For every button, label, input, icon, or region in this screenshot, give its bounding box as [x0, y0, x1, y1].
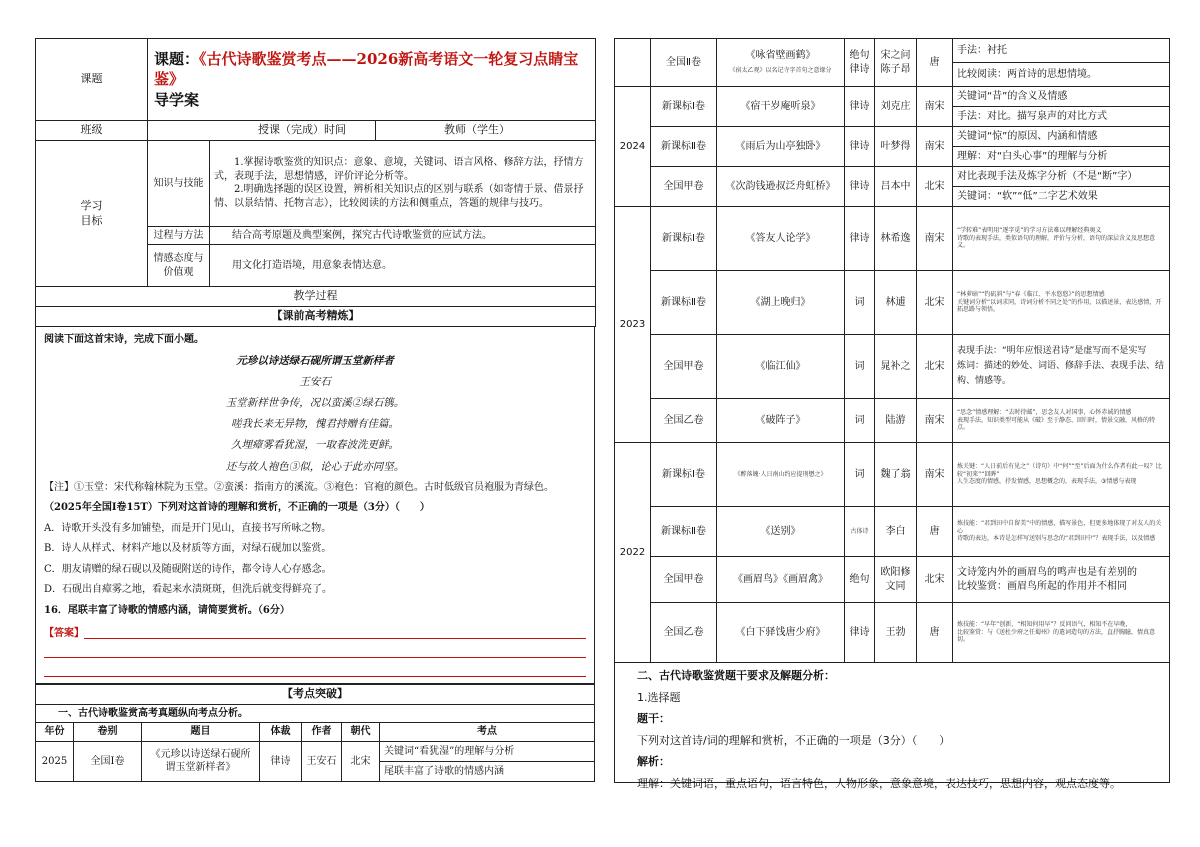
- time-label: 授课（完成）时间: [148, 121, 376, 141]
- option-c: C．朋友请赠的绿石砚以及随砚附送的诗作，都令诗人心存感念。: [44, 563, 332, 575]
- row-dynasty: 北宋: [342, 741, 380, 781]
- year-2024: 2024: [615, 87, 651, 207]
- row-paper: 全国甲卷: [651, 557, 717, 603]
- row-genre: 律诗: [260, 741, 302, 781]
- row-author: 刘克庄: [875, 87, 917, 127]
- section2-box: [614, 663, 1170, 790]
- row-dynasty: 南宋: [917, 207, 953, 271]
- row-paper: 全国乙卷: [651, 603, 717, 663]
- breakthrough-heading: 【考点突破】: [36, 685, 595, 705]
- row-genre: 律诗: [845, 603, 875, 663]
- row-author: 陆游: [875, 399, 917, 443]
- question-16: 16．尾联丰富了诗歌的情感内涵，请简要赏析。（6分）: [44, 604, 290, 616]
- row-point: 手法：衬托: [953, 39, 1170, 63]
- objectives-label: 学习目标: [36, 140, 148, 287]
- row-author: 叶梦得: [875, 127, 917, 167]
- pre-class-content: [35, 327, 595, 684]
- row-genre: 词: [845, 271, 875, 335]
- col-dynasty: 朝代: [342, 723, 380, 742]
- row-title: 《元珍以诗送绿石砚所谓玉堂新样者》: [142, 741, 260, 781]
- row-author: 王安石: [302, 741, 342, 781]
- row-paper: 全国Ⅰ卷: [74, 741, 142, 781]
- class-label: 班级: [36, 121, 148, 141]
- row-points: 文诗笼内外的画眉鸟的鸣声也是有差别的 比较鉴赏：画眉鸟所起的作用并不相同: [953, 557, 1170, 603]
- poem-title: 元珍以诗送绿石砚所谓玉堂新样者: [236, 354, 394, 367]
- knowledge-text: 1.掌握诗歌鉴赏的知识点：意象、意境，关键词、语言风格、修辞方法，抒情方式，表现手法，思想情感，评价评论分析等。 2.明确选择题的误区设置，辨析相关知识点的区别与联系（如寄情于景、借景抒情、以景结情、托物言志），比较阅读的方法和侧重点，答题的规律与技巧。: [210, 140, 596, 226]
- row-dynasty: 南宋: [917, 87, 953, 127]
- row-author: 魏了翁: [875, 443, 917, 507]
- row-author: 宋之问陈子昂: [875, 39, 917, 87]
- row-genre: 词: [845, 335, 875, 399]
- row-title: 《宿干岁庵听泉》: [717, 87, 845, 127]
- row-dynasty: 南宋: [917, 399, 953, 443]
- row-points: “林萝暗”“钓矶斜”与“春《临江、平水悠悠》”的思想情感 关键词分析“以词求同，诗词分析不同之处”的作用，以描述景，表达感情，开拓思路与领悟。: [953, 271, 1170, 335]
- teacher-label: 教师（学生）: [376, 121, 596, 141]
- row-author: 王勃: [875, 603, 917, 663]
- row-paper: 新课标Ⅱ卷: [651, 271, 717, 335]
- row-dynasty: 南宋: [917, 127, 953, 167]
- breakthrough-table: [35, 684, 595, 782]
- row-author: 林希逸: [875, 207, 917, 271]
- row-genre: 律诗: [845, 167, 875, 207]
- row-title: 《雨后为山亭独卧》: [717, 127, 845, 167]
- col-title: 题目: [142, 723, 260, 742]
- row-title: 《答友人论学》: [717, 207, 845, 271]
- row-title: 《破阵子》: [717, 399, 845, 443]
- lesson-prefix: 课题：: [154, 50, 200, 69]
- exam-analysis-table: [614, 38, 1170, 663]
- answer-row[interactable]: [44, 624, 586, 639]
- row-genre: 律诗: [845, 87, 875, 127]
- col-genre: 体裁: [260, 723, 302, 742]
- row-dynasty: 北宋: [917, 335, 953, 399]
- answer-line[interactable]: [84, 624, 586, 639]
- row-title: 《画眉鸟》《画眉禽》: [717, 557, 845, 603]
- row-dynasty: 北宋: [917, 557, 953, 603]
- row-point: 尾联丰富了诗歌的情感内涵: [380, 761, 595, 781]
- row-genre: 古体诗: [845, 507, 875, 557]
- answer-line[interactable]: [44, 639, 586, 658]
- row-title: 《湖上晚归》: [717, 271, 845, 335]
- stem-text: 下列对这首诗/词的理解和赏析，不正确的一项是（3分）（ ）: [637, 733, 951, 747]
- row-author: 吕本中: [875, 167, 917, 207]
- year-2022: 2022: [615, 443, 651, 663]
- row-title: 《次韵钱逊叔泛舟虹桥》: [717, 167, 845, 207]
- lesson-title-cell: [148, 39, 596, 121]
- poem-line: 还与故人袍色③似，论心于此亦同坚。: [225, 460, 405, 473]
- left-page: [35, 38, 595, 782]
- row-paper: 新课标Ⅰ卷: [651, 207, 717, 271]
- emotion-label: 情感态度与价值观: [148, 245, 210, 287]
- answer-label: 【答案】: [44, 628, 84, 640]
- row-paper: 全国甲卷: [651, 335, 717, 399]
- col-points: 考点: [380, 723, 595, 742]
- analysis-text: 理解：关键词语，重点语句，语言特色，人物形象，意象意境，表达技巧，思想内容，观点态度等。: [637, 776, 1121, 790]
- row-title: 《醉落魄·人日南山约应提刑懋之》: [717, 443, 845, 507]
- row-paper: 全国Ⅱ卷: [651, 39, 717, 87]
- row-paper: 新课标Ⅱ卷: [651, 507, 717, 557]
- poem-line: 久埋瘴雾看犹湿，一取春波洗更鲜。: [231, 439, 399, 452]
- row-genre: 律诗: [845, 127, 875, 167]
- row-genre: 绝句律诗: [845, 39, 875, 87]
- poem-line: 玉堂新样世争传，况以蛮溪②绿石镌。: [225, 396, 405, 409]
- row-point: 关键词“昔”的含义及情感: [953, 87, 1170, 107]
- row-dynasty: 北宋: [917, 271, 953, 335]
- row-paper: 全国甲卷: [651, 167, 717, 207]
- emotion-text: 用文化打造语境，用意象表情达意。: [210, 245, 596, 287]
- row-point: 比较阅读：两首诗的思想情境。: [953, 63, 1170, 87]
- row-paper: 新课标Ⅰ卷: [651, 87, 717, 127]
- col-paper: 卷别: [74, 723, 142, 742]
- row-genre: 绝句: [845, 557, 875, 603]
- row-points: “思念”情感理解：“去时待邮”，思念友人对国事，心怀赤诚的情感 表现手法，知识类型可能从《破》至于静态、回归时，情景交融，风格的特点。: [953, 399, 1170, 443]
- poem-author: 王安石: [299, 375, 331, 388]
- pre-class-instruction: 阅读下面这首宋诗，完成下面小题。: [44, 334, 204, 346]
- option-d: D．石砚出自瘴雾之地，看起来水渍斑斑，但洗后就变得鲜亮了。: [44, 584, 333, 596]
- row-genre: 词: [845, 399, 875, 443]
- row-points: 炼技能：“早年”创新，“相知何用早”？反问语气，相知不在早晚， 比较鉴赏：与《送杜少府之任蜀州》的遣词造句的方法，直抒胸臆，情真意切。: [953, 603, 1170, 663]
- row-title: 《咏省壁画鹤》 《宿太乙观》以名记寺字首句之意缘分: [717, 39, 845, 87]
- row-point: 手法：对比。描写泉声的对比方式: [953, 107, 1170, 127]
- teaching-process-title: 教学过程: [36, 287, 596, 307]
- col-author: 作者: [302, 723, 342, 742]
- row-dynasty: 南宋: [917, 443, 953, 507]
- lesson-suffix: 导学案: [154, 90, 200, 109]
- row-author: 林逋: [875, 271, 917, 335]
- knowledge-label: 知识与技能: [148, 140, 210, 226]
- option-a: A．诗歌开头没有多加铺垫，而是开门见山，直接书写所咏之物。: [44, 522, 332, 534]
- row-dynasty: 北宋: [917, 167, 953, 207]
- year-2023: 2023: [615, 207, 651, 443]
- section2-heading: 二、古代诗歌鉴赏题干要求及解题分析：: [637, 669, 835, 682]
- row-point: 关键词“看犹湿”的理解与分析: [380, 741, 595, 761]
- row-point: 关键词：“软”“低”二字艺术效果: [953, 187, 1170, 207]
- pre-class-heading: 【课前高考精炼】: [36, 307, 596, 327]
- row-dynasty: 唐: [917, 39, 953, 87]
- row-paper: 全国乙卷: [651, 399, 717, 443]
- right-page: [614, 38, 1170, 790]
- lesson-header-table: [35, 38, 596, 327]
- row-dynasty: 唐: [917, 507, 953, 557]
- poem-note: 【注】①玉堂：宋代称翰林院为玉堂。②蛮溪：指南方的溪流。③袍色：官袍的颜色。古时低级官员袍服为青绿色。: [44, 481, 554, 493]
- row-points: 炼关键：“人日前后有见之”（诗句）中“何”“至”后面为什么作者有此一叹？比较“初来”“回眸” 人生态度的情感，抒发情感，思想概念的，表现手法，③情感与表现: [953, 443, 1170, 507]
- row-points: 炼技能：“君到田中自留美”中的情感，描写景色，但更多地体现了对友人的关心 诗歌的表达，本诗是怎样写送别与思念的“君到田中”？表现手法，以及情感: [953, 507, 1170, 557]
- row-paper: 新课标Ⅱ卷: [651, 127, 717, 167]
- row-title: 《送别》: [717, 507, 845, 557]
- process-text: 结合高考原题及典型案例，探究古代诗歌鉴赏的应试方法。: [210, 226, 596, 245]
- row-title: 《临江仙》: [717, 335, 845, 399]
- row-point: 对比表现手法及炼字分析（不是“断”字）: [953, 167, 1170, 187]
- analysis-label: 解析：: [637, 755, 670, 769]
- row-author: 欧阳修文同: [875, 557, 917, 603]
- stem-label: 题干：: [637, 712, 670, 726]
- row-paper: 新课标Ⅰ卷: [651, 443, 717, 507]
- process-label: 过程与方法: [148, 226, 210, 245]
- row-title: 《白下驿饯唐少府》: [717, 603, 845, 663]
- row-point: 理解：对“白头心事”的理解与分析: [953, 147, 1170, 167]
- question-15: （2025年全国Ⅰ卷15T）下列对这首诗的理解和赏析，不正确的一项是（3分）（ ）: [44, 502, 430, 514]
- row-point: 关键词“惊”的原因、内涵和情感: [953, 127, 1170, 147]
- row-points: “学转难”表明用“逐字觅”的学习方法难以理解经典奥义 诗歌的表现手法，类似语句的理解，评价与分析，语句的深层含义及思想意义。: [953, 207, 1170, 271]
- breakthrough-intro: 一、古代诗歌鉴赏高考真题纵向考点分析。: [36, 704, 595, 723]
- row-dynasty: 唐: [917, 603, 953, 663]
- row-author: 李白: [875, 507, 917, 557]
- row-year: 2025: [36, 741, 74, 781]
- lesson-title: 《古代诗歌鉴赏考点——2026新高考语文一轮复习点睛宝鉴》: [154, 50, 579, 89]
- year-cell: [615, 39, 651, 87]
- row-genre: 律诗: [845, 207, 875, 271]
- row-author: 晁补之: [875, 335, 917, 399]
- poem-line: 嗟我长来无异物，愧君持赠有佳篇。: [231, 418, 399, 431]
- row-points: 表现手法：“明年应恨送君诗”是虚写而不是实写 炼词：描述的妙处、词语、修辞手法、表现手法、结构、情感等。: [953, 335, 1170, 399]
- col-year: 年份: [36, 723, 74, 742]
- row-genre: 词: [845, 443, 875, 507]
- option-b: B．诗人从样式、材料产地以及材质等方面，对绿石砚加以鉴赏。: [44, 543, 332, 555]
- answer-line[interactable]: [44, 658, 586, 677]
- lesson-label: 课题: [36, 39, 148, 121]
- section2-sub1: 1.选择题: [637, 690, 681, 704]
